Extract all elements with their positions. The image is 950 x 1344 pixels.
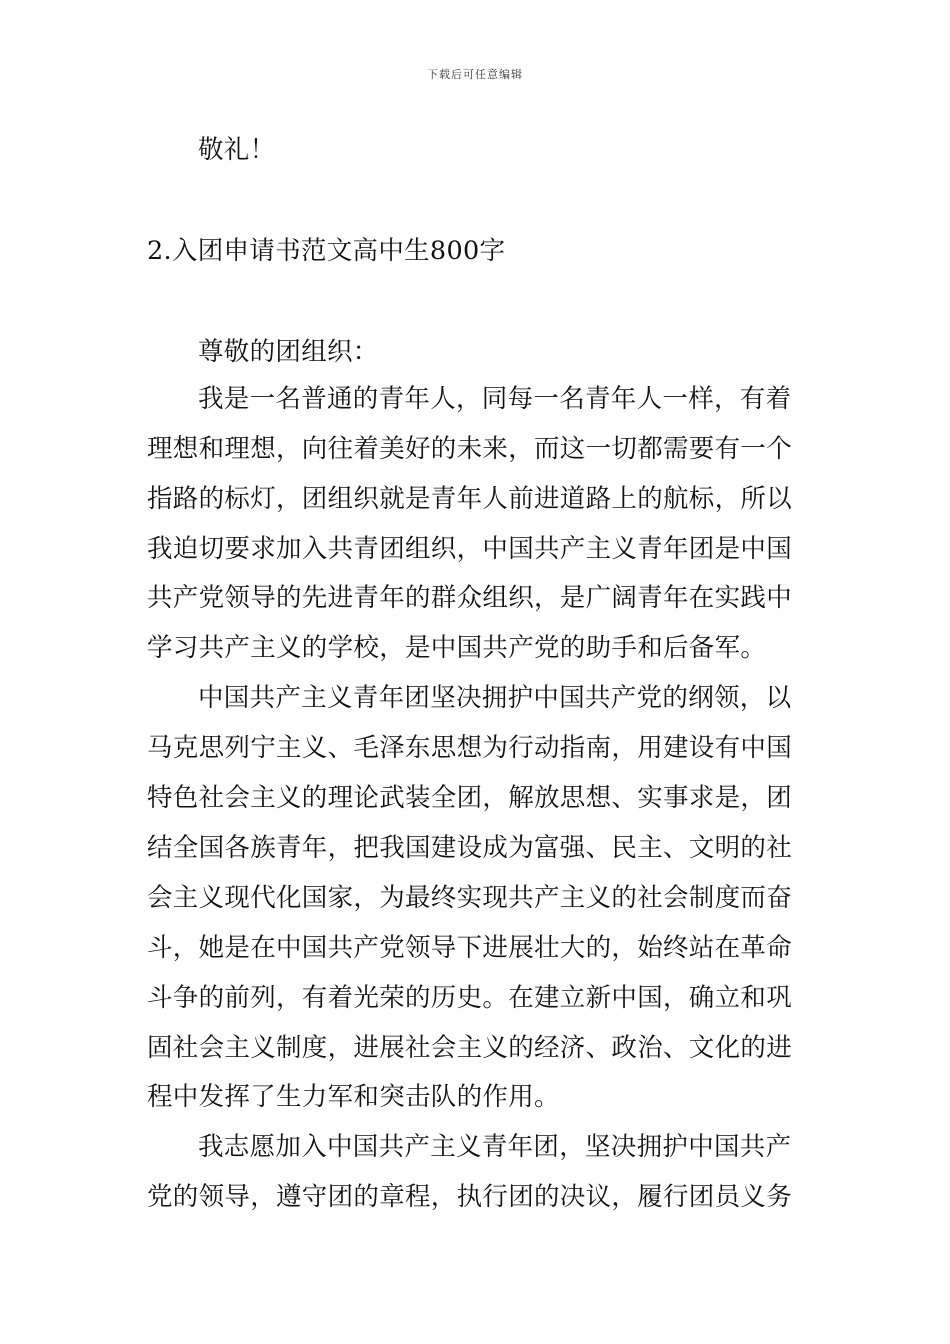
paragraph-1-line-6: 学习共产主义的学校，是中国共产党的助手和后备军。	[147, 633, 767, 663]
paragraph-2-line-1: 中国共产主义青年团坚决拥护中国共产党的纲领，以	[198, 683, 792, 713]
paragraph-2-line-7: 斗争的前列，有着光荣的历史。在建立新中国，确立和巩	[147, 983, 793, 1013]
paragraph-1-line-1: 我是一名普通的青年人，同每一名青年人一样，有着	[198, 384, 792, 414]
paragraph-1-line-3: 指路的标灯，团组织就是青年人前进道路上的航标，所以	[147, 484, 793, 514]
paragraph-3-line-1: 我志愿加入中国共产主义青年团，坚决拥护中国共产	[198, 1132, 792, 1162]
section-title: 2.入团申请书范文高中生800字	[147, 236, 506, 266]
page-header-note: 下载后可任意编辑	[427, 68, 523, 81]
paragraph-2-line-4: 结全国各族青年，把我国建设成为富强、民主、文明的社	[147, 833, 793, 863]
paragraph-2-line-3: 特色社会主义的理论武装全团，解放思想、实事求是，团	[147, 783, 793, 813]
paragraph-1-line-2: 理想和理想，向往着美好的未来，而这一切都需要有一个	[147, 434, 793, 464]
paragraph-3-line-2: 党的领导，遵守团的章程，执行团的决议，履行团员义务	[147, 1182, 793, 1212]
paragraph-1-line-5: 共产党领导的先进青年的群众组织，是广阔青年在实践中	[147, 583, 793, 613]
closing-line: 敬礼！	[198, 135, 276, 165]
paragraph-1-line-4: 我迫切要求加入共青团组织，中国共产主义青年团是中国	[147, 534, 793, 564]
paragraph-2-line-6: 斗，她是在中国共产党领导下进展壮大的，始终站在革命	[147, 933, 793, 963]
paragraph-2-line-8: 固社会主义制度，进展社会主义的经济、政治、文化的进	[147, 1033, 793, 1063]
paragraph-2-line-5: 会主义现代化国家，为最终实现共产主义的社会制度而奋	[147, 883, 793, 913]
paragraph-2-line-2: 马克思列宁主义、毛泽东思想为行动指南，用建设有中国	[147, 733, 793, 763]
paragraph-2-line-9: 程中发挥了生力军和突击队的作用。	[147, 1082, 560, 1112]
salutation: 尊敬的团组织：	[198, 337, 379, 367]
